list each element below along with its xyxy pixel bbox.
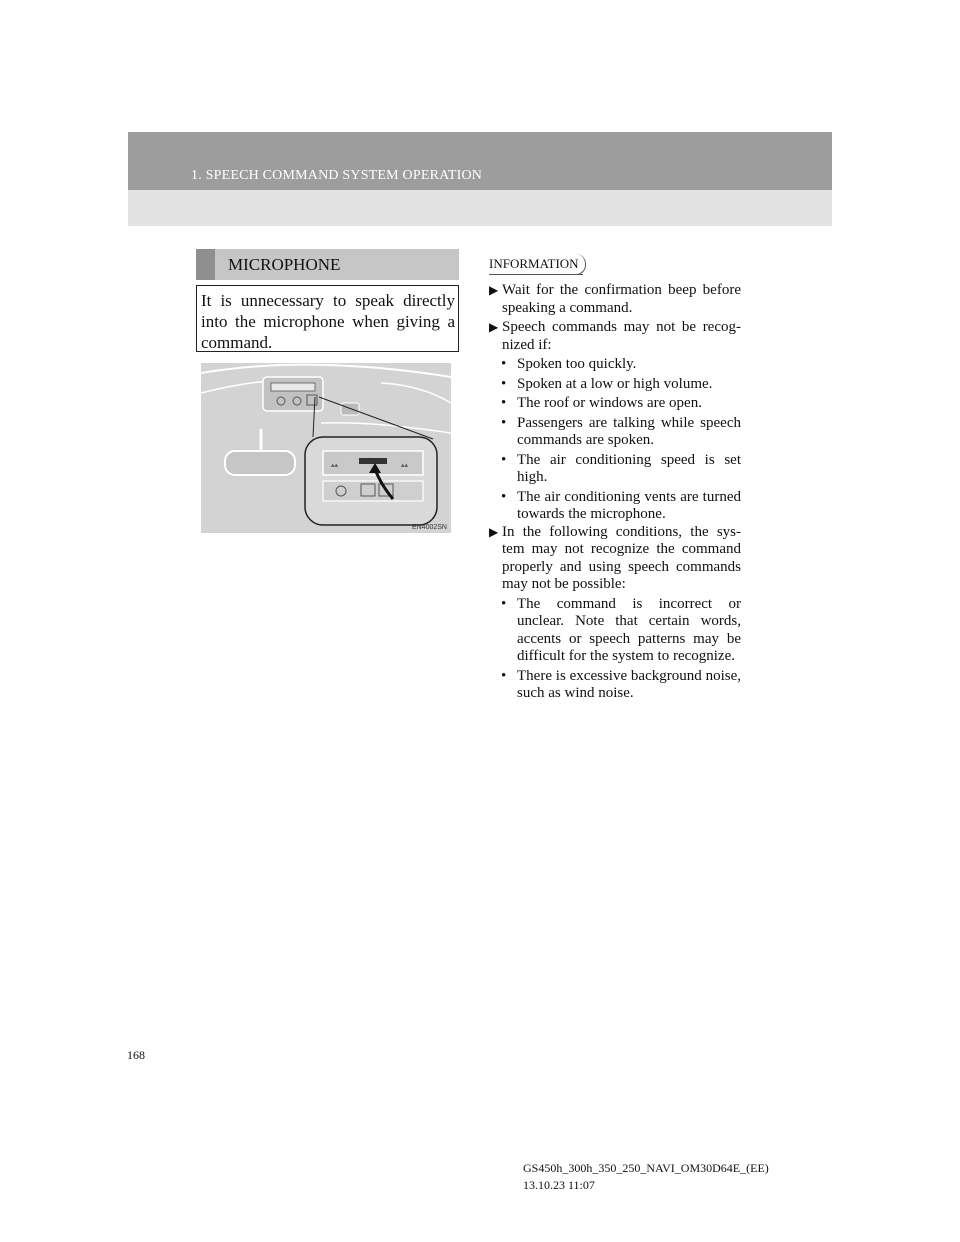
info-subitem: • Spoken too quickly. [501,356,637,372]
info-subitem: • There is excessive background noise, such as wind noise. [501,667,741,701]
header-subband [128,190,832,226]
dot-bullet-icon: • [501,375,507,392]
document-id: GS450h_300h_350_250_NAVI_OM30D64E_(EE) [523,1161,769,1175]
illustration-code: EN4002SN [411,524,447,531]
microphone-note-box [196,285,459,352]
triangle-bullet-icon: ▶ [489,320,499,334]
dot-bullet-icon: • [501,488,507,505]
information-rule [489,274,583,275]
info-bullet-text: Wait for the confirmation beep before speaking a command. [502,282,741,316]
dot-bullet-icon: • [501,414,507,431]
svg-text:▴▴: ▴▴ [401,462,409,469]
overhead-console-illustration [201,363,451,533]
microphone-heading-bar [196,249,459,280]
info-subitem: • The air conditioning vents are turned towards the microphone. [501,488,741,522]
document-date: 13.10.23 11:07 [523,1178,595,1192]
heading-marker [196,249,215,280]
info-subitem: • The roof or windows are open. [501,395,702,411]
triangle-bullet-icon: ▶ [489,283,499,297]
microphone-note: It is unnecessary to speak directly into the microphone when giving a command. [201,291,455,352]
info-subitem: • The air conditioning speed is set high. [501,451,741,485]
info-bullet [489,319,741,354]
page-number: 168 [127,1048,145,1062]
information-list [489,282,741,703]
dot-bullet-icon: • [501,356,507,372]
info-bullet [489,524,741,594]
triangle-bullet-icon: ▶ [489,524,499,539]
dot-bullet-icon: • [501,667,507,684]
info-subitem: • The command is incorrect or unclear. Note that certain words, accents or speech patterns may be difficult for the system to recognize. [501,595,741,664]
info-subitem: • Spoken at a low or high volume. [501,375,713,392]
info-bullet-text: Speech commands may not be recog-nized if: [502,319,741,353]
dot-bullet-icon: • [501,451,507,468]
info-bullet [489,282,741,317]
dot-bullet-icon: • [501,595,507,612]
svg-text:▴▴: ▴▴ [331,462,339,469]
section-title: 1. SPEECH COMMAND SYSTEM OPERATION [191,168,483,183]
info-bullet-text: In the following conditions, the sys-tem may not recognize the command properly and using speech commands may not be possible: [502,523,741,592]
info-subitem: • Passengers are talking while speech commands are spoken. [501,414,741,448]
dot-bullet-icon: • [501,395,507,411]
information-label: INFORMATION [489,254,586,275]
microphone-location-illustration [201,363,451,533]
microphone-heading: MICROPHONE [228,255,341,274]
